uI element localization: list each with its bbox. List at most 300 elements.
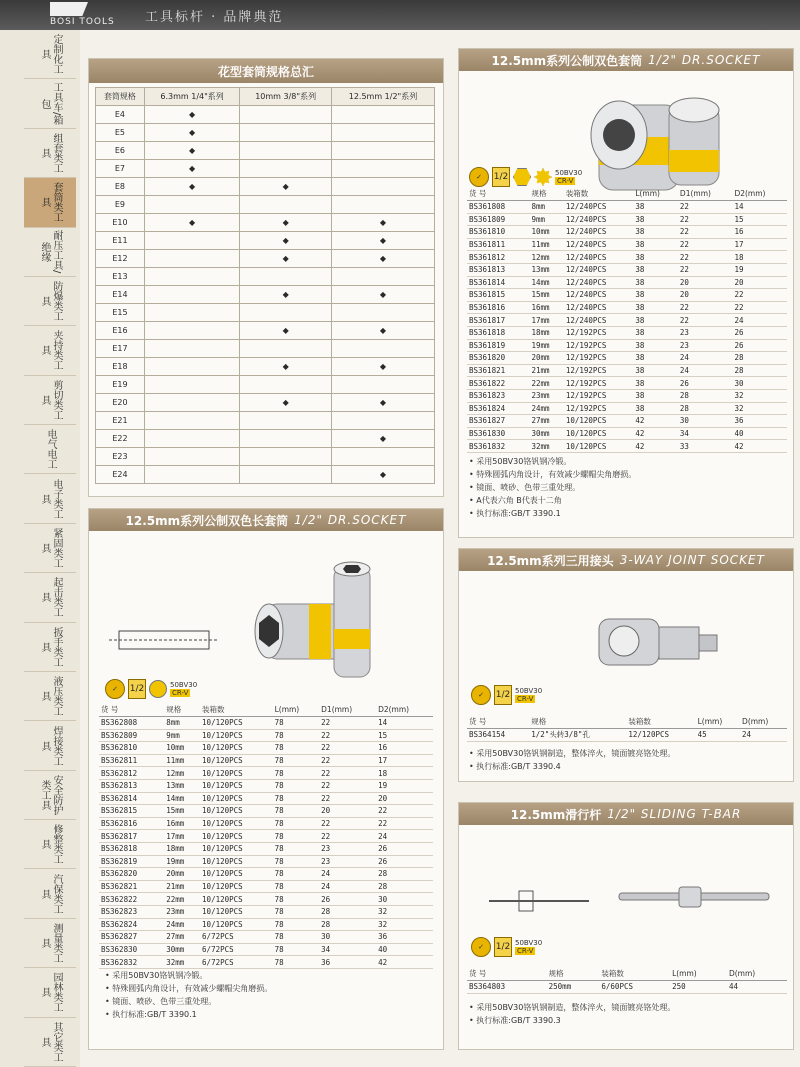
summary-cell: ◆ bbox=[240, 214, 332, 232]
table-row bbox=[467, 427, 787, 440]
table-cell: 10/120PCS bbox=[200, 779, 273, 792]
table-cell: BS362815 bbox=[99, 805, 164, 818]
table-cell: 24 bbox=[740, 729, 787, 742]
table-cell: BS362827 bbox=[99, 931, 164, 944]
table-cell: 10/120PCS bbox=[200, 729, 273, 742]
hexagon-icon bbox=[513, 168, 531, 186]
table-row bbox=[99, 880, 433, 893]
table-row bbox=[467, 440, 787, 453]
table-cell: 22 bbox=[732, 301, 787, 314]
table-cell: 18 bbox=[376, 767, 433, 780]
summary-row bbox=[96, 214, 435, 232]
table-cell: 78 bbox=[273, 717, 320, 730]
summary-cell bbox=[331, 124, 434, 142]
table-cell: 38 bbox=[633, 377, 678, 390]
table-row bbox=[467, 402, 787, 415]
long-socket-table bbox=[99, 703, 433, 969]
summary-cell: ◆ bbox=[240, 286, 332, 304]
table-cell: 34 bbox=[319, 943, 376, 956]
table-cell: 20 bbox=[376, 792, 433, 805]
summary-cell bbox=[144, 322, 239, 340]
summary-cell: ◆ bbox=[331, 430, 434, 448]
summary-cell bbox=[240, 412, 332, 430]
table-cell: 20mm bbox=[529, 352, 563, 365]
table-header-row bbox=[467, 187, 787, 201]
double-socket-table bbox=[467, 187, 787, 453]
table-cell: BS362820 bbox=[99, 868, 164, 881]
summary-cell bbox=[144, 286, 239, 304]
summary-cell bbox=[240, 376, 332, 394]
drive-size-icon: 1/2 bbox=[494, 685, 512, 705]
joint-table bbox=[467, 715, 787, 742]
summary-cell bbox=[144, 304, 239, 322]
table-cell: 32mm bbox=[164, 956, 200, 969]
table-cell: 12/240PCS bbox=[564, 201, 634, 214]
joint-title: 12.5mm系列三用接头 3-WAY JOINT SOCKET bbox=[459, 549, 793, 571]
table-cell: BS361822 bbox=[467, 377, 529, 390]
table-row bbox=[467, 352, 787, 365]
table-cell: 12/192PCS bbox=[564, 377, 634, 390]
table-cell: 28 bbox=[732, 352, 787, 365]
table-cell: 78 bbox=[273, 855, 320, 868]
table-row bbox=[467, 213, 787, 226]
table-cell: 10/120PCS bbox=[564, 415, 634, 428]
table-cell: 10/120PCS bbox=[200, 880, 273, 893]
table-cell: 28 bbox=[732, 364, 787, 377]
summary-cell: E22 bbox=[96, 430, 145, 448]
sidebar-tab: 汽保类工具 bbox=[24, 869, 76, 918]
double-socket-notes bbox=[469, 455, 636, 520]
table-cell: 22 bbox=[678, 301, 733, 314]
note-item: • 执行标准:GB/T 3390.1 bbox=[469, 507, 636, 520]
summary-cell: ◆ bbox=[331, 250, 434, 268]
sidebar-tab: 焊接类工具 bbox=[24, 721, 76, 770]
table-row bbox=[99, 905, 433, 918]
summary-cell: ◆ bbox=[331, 286, 434, 304]
table-row bbox=[467, 201, 787, 214]
summary-row bbox=[96, 106, 435, 124]
table-cell: BS361821 bbox=[467, 364, 529, 377]
table-cell: 78 bbox=[273, 842, 320, 855]
twelve-point-icon bbox=[534, 168, 552, 186]
table-cell: 12mm bbox=[164, 767, 200, 780]
summary-row bbox=[96, 340, 435, 358]
long-socket-panel bbox=[88, 508, 444, 1050]
table-cell: 14mm bbox=[529, 276, 563, 289]
table-cell: 14 bbox=[732, 201, 787, 214]
table-cell: 14mm bbox=[164, 792, 200, 805]
table-cell: 12/192PCS bbox=[564, 389, 634, 402]
table-cell: BS362822 bbox=[99, 893, 164, 906]
table-cell: 42 bbox=[732, 440, 787, 453]
summary-cell: E7 bbox=[96, 160, 145, 178]
quality-badge-icon: ✓ bbox=[471, 937, 491, 957]
summary-cell bbox=[240, 430, 332, 448]
table-cell: 11mm bbox=[529, 238, 563, 251]
table-cell: 10/120PCS bbox=[200, 817, 273, 830]
table-cell: 22 bbox=[319, 817, 376, 830]
table-cell: 40 bbox=[732, 427, 787, 440]
table-cell: 17 bbox=[376, 754, 433, 767]
quality-badge-icon: ✓ bbox=[471, 685, 491, 705]
table-row bbox=[467, 276, 787, 289]
table-row bbox=[99, 767, 433, 780]
summary-cell bbox=[240, 124, 332, 142]
table-row bbox=[99, 931, 433, 944]
table-cell: 16 bbox=[376, 742, 433, 755]
table-cell: BS361827 bbox=[467, 415, 529, 428]
drive-size-icon: 1/2 bbox=[492, 167, 510, 187]
note-item: • 采用50BV30铬钒钢冷锻。 bbox=[469, 455, 636, 468]
summary-table bbox=[95, 87, 435, 484]
summary-row bbox=[96, 142, 435, 160]
summary-cell: E5 bbox=[96, 124, 145, 142]
summary-cell: ◆ bbox=[331, 322, 434, 340]
table-cell: 78 bbox=[273, 905, 320, 918]
table-cell: 20 bbox=[319, 805, 376, 818]
table-row bbox=[99, 729, 433, 742]
summary-cell bbox=[240, 160, 332, 178]
table-row bbox=[467, 364, 787, 377]
table-cell: 22 bbox=[319, 830, 376, 843]
table-cell: 22 bbox=[319, 754, 376, 767]
summary-row bbox=[96, 160, 435, 178]
table-cell: BS364803 bbox=[467, 981, 547, 994]
table-row bbox=[99, 842, 433, 855]
table-cell: 36 bbox=[732, 415, 787, 428]
table-cell: 26 bbox=[732, 339, 787, 352]
table-cell: 42 bbox=[633, 427, 678, 440]
table-cell: 42 bbox=[376, 956, 433, 969]
table-cell: 38 bbox=[633, 251, 678, 264]
table-cell: 6/72PCS bbox=[200, 931, 273, 944]
summary-cell: E8 bbox=[96, 178, 145, 196]
summary-cell: ◆ bbox=[144, 124, 239, 142]
table-cell: 8mm bbox=[529, 201, 563, 214]
table-cell: 15 bbox=[732, 213, 787, 226]
summary-cell: ◆ bbox=[144, 106, 239, 124]
sidebar-tab: 电子类工具 bbox=[24, 474, 76, 523]
table-row bbox=[99, 943, 433, 956]
table-cell: 18 bbox=[732, 251, 787, 264]
table-header-cell: L(mm) bbox=[273, 703, 320, 717]
table-cell: 10/120PCS bbox=[564, 440, 634, 453]
table-cell: BS362824 bbox=[99, 918, 164, 931]
table-cell: 12/192PCS bbox=[564, 339, 634, 352]
table-cell: 38 bbox=[633, 289, 678, 302]
summary-row bbox=[96, 412, 435, 430]
table-cell: 12/240PCS bbox=[564, 314, 634, 327]
table-row bbox=[467, 377, 787, 390]
table-cell: BS361830 bbox=[467, 427, 529, 440]
table-cell: 18mm bbox=[164, 842, 200, 855]
table-cell: BS362821 bbox=[99, 880, 164, 893]
table-cell: 26 bbox=[376, 842, 433, 855]
summary-cell: E20 bbox=[96, 394, 145, 412]
table-cell: 11mm bbox=[164, 754, 200, 767]
summary-cell bbox=[144, 268, 239, 286]
summary-cell: ◆ bbox=[331, 466, 434, 484]
table-cell: 21mm bbox=[529, 364, 563, 377]
table-cell: 12/240PCS bbox=[564, 238, 634, 251]
table-cell: BS362816 bbox=[99, 817, 164, 830]
summary-row bbox=[96, 376, 435, 394]
summary-cell: E24 bbox=[96, 466, 145, 484]
summary-cell bbox=[331, 268, 434, 286]
table-cell: 12/120PCS bbox=[626, 729, 695, 742]
table-cell: 24 bbox=[319, 868, 376, 881]
table-cell: 78 bbox=[273, 918, 320, 931]
table-cell: BS361810 bbox=[467, 226, 529, 239]
table-cell: 78 bbox=[273, 792, 320, 805]
table-cell: 12/240PCS bbox=[564, 276, 634, 289]
note-item: • A代表六角 B代表十二角 bbox=[469, 494, 636, 507]
note-item: • 执行标准:GB/T 3390.4 bbox=[469, 760, 675, 773]
table-cell: 32 bbox=[732, 402, 787, 415]
table-cell: 78 bbox=[273, 817, 320, 830]
table-cell: BS362818 bbox=[99, 842, 164, 855]
table-header-cell: D2(mm) bbox=[376, 703, 433, 717]
table-cell: 24 bbox=[678, 364, 733, 377]
table-cell: 78 bbox=[273, 943, 320, 956]
summary-title: 花型套筒规格总汇 bbox=[89, 59, 443, 83]
table-row bbox=[99, 742, 433, 755]
table-cell: 15mm bbox=[529, 289, 563, 302]
summary-cell: E14 bbox=[96, 286, 145, 304]
table-row bbox=[467, 326, 787, 339]
table-header-cell: 规格 bbox=[529, 187, 563, 201]
table-cell: 10mm bbox=[529, 226, 563, 239]
summary-cell: E9 bbox=[96, 196, 145, 214]
table-cell: 28 bbox=[678, 389, 733, 402]
summary-panel bbox=[88, 58, 444, 497]
summary-cell bbox=[240, 304, 332, 322]
summary-cell bbox=[144, 466, 239, 484]
table-cell: 22 bbox=[732, 289, 787, 302]
summary-cell bbox=[240, 196, 332, 214]
table-cell: 30 bbox=[732, 377, 787, 390]
table-cell: 6/60PCS bbox=[599, 981, 670, 994]
table-cell: 20 bbox=[732, 276, 787, 289]
table-cell: 13mm bbox=[164, 779, 200, 792]
summary-row bbox=[96, 304, 435, 322]
joint-image bbox=[579, 589, 729, 689]
summary-row bbox=[96, 124, 435, 142]
summary-cell bbox=[331, 304, 434, 322]
table-cell: 22 bbox=[319, 729, 376, 742]
table-cell: 6/72PCS bbox=[200, 943, 273, 956]
table-cell: 18mm bbox=[529, 326, 563, 339]
table-cell: 19 bbox=[376, 779, 433, 792]
table-cell: 22 bbox=[678, 314, 733, 327]
table-cell: 38 bbox=[633, 238, 678, 251]
table-header-cell: D1(mm) bbox=[319, 703, 376, 717]
table-cell: 16 bbox=[732, 226, 787, 239]
summary-cell bbox=[240, 268, 332, 286]
table-header-row bbox=[467, 715, 787, 729]
table-cell: BS361809 bbox=[467, 213, 529, 226]
note-item: • 采用50BV30铬钒钢冷锻。 bbox=[105, 969, 272, 982]
table-row bbox=[467, 339, 787, 352]
table-cell: BS362814 bbox=[99, 792, 164, 805]
table-header-cell: D(mm) bbox=[740, 715, 787, 729]
table-cell: 30mm bbox=[529, 427, 563, 440]
table-cell: 23mm bbox=[164, 905, 200, 918]
table-cell: 40 bbox=[376, 943, 433, 956]
tbar-table bbox=[467, 967, 787, 994]
note-item: • 采用50BV30铬钒钢制造，整体淬火，镜面镀亮铬处理。 bbox=[469, 1001, 675, 1014]
long-socket-title: 12.5mm系列公制双色长套筒 1/2" DR.SOCKET bbox=[89, 509, 443, 531]
sidebar-tab: 套筒类工具 bbox=[24, 178, 76, 227]
joint-notes bbox=[469, 747, 675, 773]
table-cell: 12/240PCS bbox=[564, 289, 634, 302]
table-cell: 24 bbox=[732, 314, 787, 327]
table-cell: 16mm bbox=[529, 301, 563, 314]
summary-cell: ◆ bbox=[144, 160, 239, 178]
summary-cell: E13 bbox=[96, 268, 145, 286]
table-cell: 12/192PCS bbox=[564, 364, 634, 377]
table-row bbox=[99, 717, 433, 730]
table-cell: 17 bbox=[732, 238, 787, 251]
table-header-cell: L(mm) bbox=[633, 187, 678, 201]
summary-cell: ◆ bbox=[240, 358, 332, 376]
summary-cell: ◆ bbox=[331, 232, 434, 250]
table-cell: 22 bbox=[376, 817, 433, 830]
table-cell: 32 bbox=[732, 389, 787, 402]
note-item: • 镜面、喷砂、色带三重处理。 bbox=[105, 995, 272, 1008]
summary-cell: E6 bbox=[96, 142, 145, 160]
table-cell: 20mm bbox=[164, 868, 200, 881]
long-socket-spec-icons bbox=[105, 679, 197, 699]
long-socket-image bbox=[109, 549, 429, 679]
sidebar-tab: 剪切类工具 bbox=[24, 376, 76, 425]
category-sidebar bbox=[0, 30, 80, 1067]
table-cell: BS361823 bbox=[467, 389, 529, 402]
table-cell: 38 bbox=[633, 402, 678, 415]
table-cell: BS361832 bbox=[467, 440, 529, 453]
sidebar-tab: 组套类工具 bbox=[24, 129, 76, 178]
summary-cell bbox=[240, 106, 332, 124]
summary-row bbox=[96, 358, 435, 376]
table-row bbox=[467, 251, 787, 264]
table-cell: 78 bbox=[273, 742, 320, 755]
table-cell: 250mm bbox=[547, 981, 600, 994]
table-header-cell: 装箱数 bbox=[626, 715, 695, 729]
summary-cell bbox=[144, 340, 239, 358]
table-row bbox=[99, 868, 433, 881]
table-cell: 28 bbox=[678, 402, 733, 415]
joint-panel bbox=[458, 548, 794, 782]
sidebar-tab: 电气电工 bbox=[24, 425, 76, 474]
table-cell: 17mm bbox=[529, 314, 563, 327]
table-cell: 24 bbox=[678, 352, 733, 365]
table-cell: 13mm bbox=[529, 263, 563, 276]
summary-row bbox=[96, 286, 435, 304]
table-cell: 20 bbox=[678, 276, 733, 289]
table-cell: 10/120PCS bbox=[564, 427, 634, 440]
summary-header-cell: 6.3mm 1/4"系列 bbox=[144, 88, 239, 106]
table-header-cell: 规格 bbox=[164, 703, 200, 717]
table-cell: 78 bbox=[273, 779, 320, 792]
summary-cell bbox=[240, 142, 332, 160]
table-cell: 38 bbox=[633, 263, 678, 276]
table-cell: 22 bbox=[678, 226, 733, 239]
table-cell: BS362809 bbox=[99, 729, 164, 742]
table-header-cell: D2(mm) bbox=[732, 187, 787, 201]
table-cell: BS361817 bbox=[467, 314, 529, 327]
table-cell: 34 bbox=[678, 427, 733, 440]
table-cell: 24 bbox=[319, 880, 376, 893]
table-cell: 10/120PCS bbox=[200, 754, 273, 767]
note-item: • 镜面、喷砂、色带三重处理。 bbox=[469, 481, 636, 494]
table-cell: BS362832 bbox=[99, 956, 164, 969]
drive-size-icon: 1/2 bbox=[494, 937, 512, 957]
hex-socket-icon bbox=[149, 680, 167, 698]
table-row bbox=[467, 729, 787, 742]
table-row bbox=[99, 754, 433, 767]
table-cell: BS362808 bbox=[99, 717, 164, 730]
steel-grade-label: 50BV30 CR-V bbox=[515, 687, 543, 703]
table-cell: 42 bbox=[633, 440, 678, 453]
table-cell: 24 bbox=[376, 830, 433, 843]
summary-cell bbox=[331, 160, 434, 178]
header-bar bbox=[0, 0, 800, 30]
table-row bbox=[99, 893, 433, 906]
summary-cell bbox=[144, 412, 239, 430]
summary-row bbox=[96, 250, 435, 268]
table-cell: 22mm bbox=[529, 377, 563, 390]
tbar-title: 12.5mm滑行杆 1/2" SLIDING T-BAR bbox=[459, 803, 793, 825]
summary-cell: E15 bbox=[96, 304, 145, 322]
table-cell: BS361820 bbox=[467, 352, 529, 365]
summary-cell bbox=[331, 106, 434, 124]
table-row bbox=[99, 855, 433, 868]
header-slogan: 工具标杆 · 品牌典范 bbox=[145, 10, 284, 25]
table-cell: 10/120PCS bbox=[200, 918, 273, 931]
summary-cell: E11 bbox=[96, 232, 145, 250]
table-cell: 22 bbox=[319, 767, 376, 780]
sidebar-tab: 扳手类工具 bbox=[24, 623, 76, 672]
quality-badge-icon: ✓ bbox=[469, 167, 489, 187]
table-row bbox=[467, 301, 787, 314]
table-cell: 28 bbox=[319, 905, 376, 918]
summary-cell: ◆ bbox=[331, 394, 434, 412]
table-cell: 38 bbox=[633, 213, 678, 226]
summary-cell: ◆ bbox=[240, 232, 332, 250]
summary-cell: E16 bbox=[96, 322, 145, 340]
table-cell: BS361818 bbox=[467, 326, 529, 339]
table-row bbox=[467, 314, 787, 327]
steel-grade-label: 50BV30 CR-V bbox=[555, 169, 583, 185]
table-header-cell: 货 号 bbox=[99, 703, 164, 717]
summary-cell: ◆ bbox=[331, 358, 434, 376]
table-cell: 17mm bbox=[164, 830, 200, 843]
table-cell: 78 bbox=[273, 956, 320, 969]
sidebar-tab: 园林类工具 bbox=[24, 968, 76, 1017]
table-cell: 28 bbox=[319, 918, 376, 931]
table-row bbox=[467, 389, 787, 402]
note-item: • 特殊圆弧内角设计，有效减少螺帽尖角磨损。 bbox=[469, 468, 636, 481]
table-cell: 27mm bbox=[529, 415, 563, 428]
summary-cell bbox=[144, 250, 239, 268]
table-header-cell: 货 号 bbox=[467, 715, 529, 729]
summary-cell bbox=[144, 394, 239, 412]
table-cell: 38 bbox=[633, 352, 678, 365]
table-cell: 38 bbox=[633, 201, 678, 214]
table-header-cell: L(mm) bbox=[696, 715, 740, 729]
summary-row bbox=[96, 448, 435, 466]
table-row bbox=[99, 817, 433, 830]
